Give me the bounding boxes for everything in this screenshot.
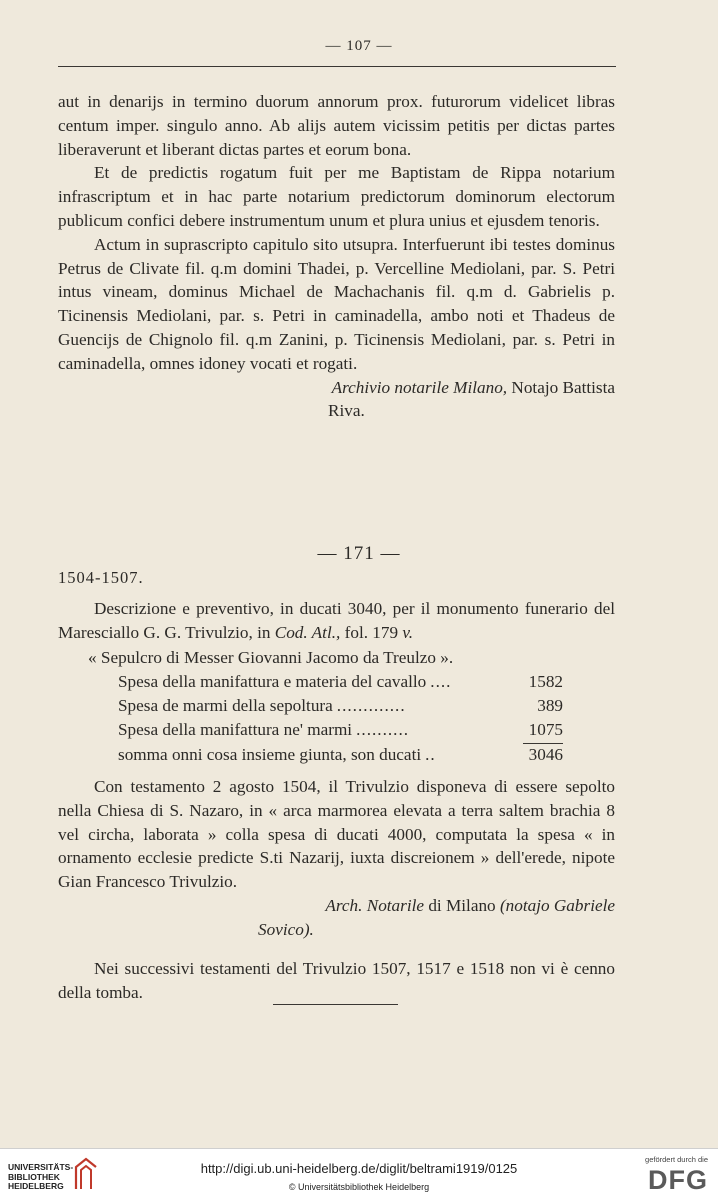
dfg-logo: DFG [648,1165,708,1195]
funding-note: gefördert durch die [645,1155,708,1164]
doc170-source-notary-2: Riva. [328,401,365,421]
doc171-source-arch: Arch. Notarile [325,895,425,915]
doc171-description [58,597,615,645]
cost-row-total [118,745,563,765]
cost-value: 1075 [528,720,563,739]
library-line-1: UNIVERSITÄTS- [8,1162,74,1172]
page-number: — 107 — [325,38,393,54]
cost-dots: .. [425,745,436,764]
doc170-body [58,90,615,423]
doc170-paragraph-1: aut in denarijs in termino duorum annorum prox. futurorum videlicet libras centum imper. singulo anno. Ab alijs autem vicissim petitis per dictas partes liberaverunt et liberant dictas partes et eorum bona. [58,92,615,159]
footer-bar [0,1148,718,1201]
doc171-testament [58,775,615,942]
doc171-desc-ref: Cod. Atl., [274,622,341,642]
permalink-link[interactable]: http://digi.ub.uni-heidelberg.de/diglit/beltrami1919/0125 [200,1161,518,1176]
doc171-date: 1504-1507. [58,568,144,587]
doc170-source-archive: Archivio notarile Milano, [331,377,508,397]
doc170-paragraph-3: Actum in suprascripto capitulo sito utsupra. Interfuerunt ibi testes dominus Petrus de Clivate fil. q.m domini Thadei, p. Vercelline Mediolani, par. S. Petri intus vineam, dominus Michael de Machachanis fil. q.m d. Gabrielis p. Ticinensis Mediolani, par. s. Petri in caminadella, ambo noti et Thadeus de Guencijs de Chignolo fil. q.m Zanini, p. Ticinensis Mediolani, par. s. Petri in caminadella, omnes idoney vocati et rogati. [58,234,615,373]
doc171-desc-2: fol. 179 [344,622,399,642]
library-line-2: BIBLIOTHEK [8,1171,60,1182]
doc171-source-line2 [58,918,615,942]
cost-label: Spesa della manifattura ne' marmi [118,720,353,739]
cost-row-3 [118,720,563,740]
cost-value: 389 [537,696,563,715]
cost-total-value: 3046 [528,745,563,764]
end-rule [273,1004,398,1005]
cost-label: Spesa de marmi della sepoltura [118,696,333,715]
cost-row-1 [118,672,563,692]
cost-row-2 [118,696,563,716]
cost-dots: .......... [356,720,410,739]
doc171-number: — 171 — [317,543,401,564]
doc170-paragraph-2: Et de predictis rogatum fuit per me Baptistam de Rippa notarium infrascriptum et in hac parte notarium predictorum dominorum electorum publicum confici debere instrumentum unum et plura unius et ejusdem tenoris. [58,163,615,230]
doc171-final [58,957,615,1005]
cost-total-label: somma onni cosa insieme giunta, son ducati [118,745,422,764]
copyright-text: © Universitätsbibliothek Heidelberg [288,1182,430,1192]
doc171-source-notary-2: Sovico). [258,919,314,939]
cost-value: 1582 [528,672,563,691]
doc171-source [58,894,615,918]
doc170-source-line2 [58,399,615,423]
sum-rule [523,743,563,744]
doc171-desc-1: Descrizione e preventivo, in ducati 3040, per il monumento funerario del Maresciallo G. G. Trivulzio, in [58,599,615,642]
cost-dots: ............. [336,696,406,715]
doc170-source-notary: Notajo Battista [511,377,615,397]
doc170-source [58,376,615,400]
doc171-source-notary: (notajo Gabriele [499,895,615,915]
doc171-final-paragraph: Nei successivi testamenti del Trivulzio 1507, 1517 e 1518 non vi è cenno della tomba. [58,959,615,1002]
library-line-3: HEIDELBERG [8,1181,64,1191]
cost-label: Spesa della manifattura e materia del cavallo [118,672,427,691]
doc171-testament-paragraph: Con testamento 2 agosto 1504, il Trivulzio disponeva di essere sepolto nella Chiesa di S. Nazaro, in « arca marmorea elevata a terra saltem brachia 8 vel circha, laborata » colla spesa di ducati 4000, computata la spesa « in ornamento ecclesie predicte S.ti Nazarij, iuxta discreionem » dell'erede, nipote Gian Francesco Trivulzio. [58,777,615,892]
doc171-desc-v: v. [402,622,414,642]
doc171-source-di: di Milano [428,895,496,915]
doc171-quote: « Sepulcro di Messer Giovanni Jacomo da Treulzo ». [88,648,454,667]
header-rule [58,66,616,67]
cost-dots: .... [430,672,452,691]
